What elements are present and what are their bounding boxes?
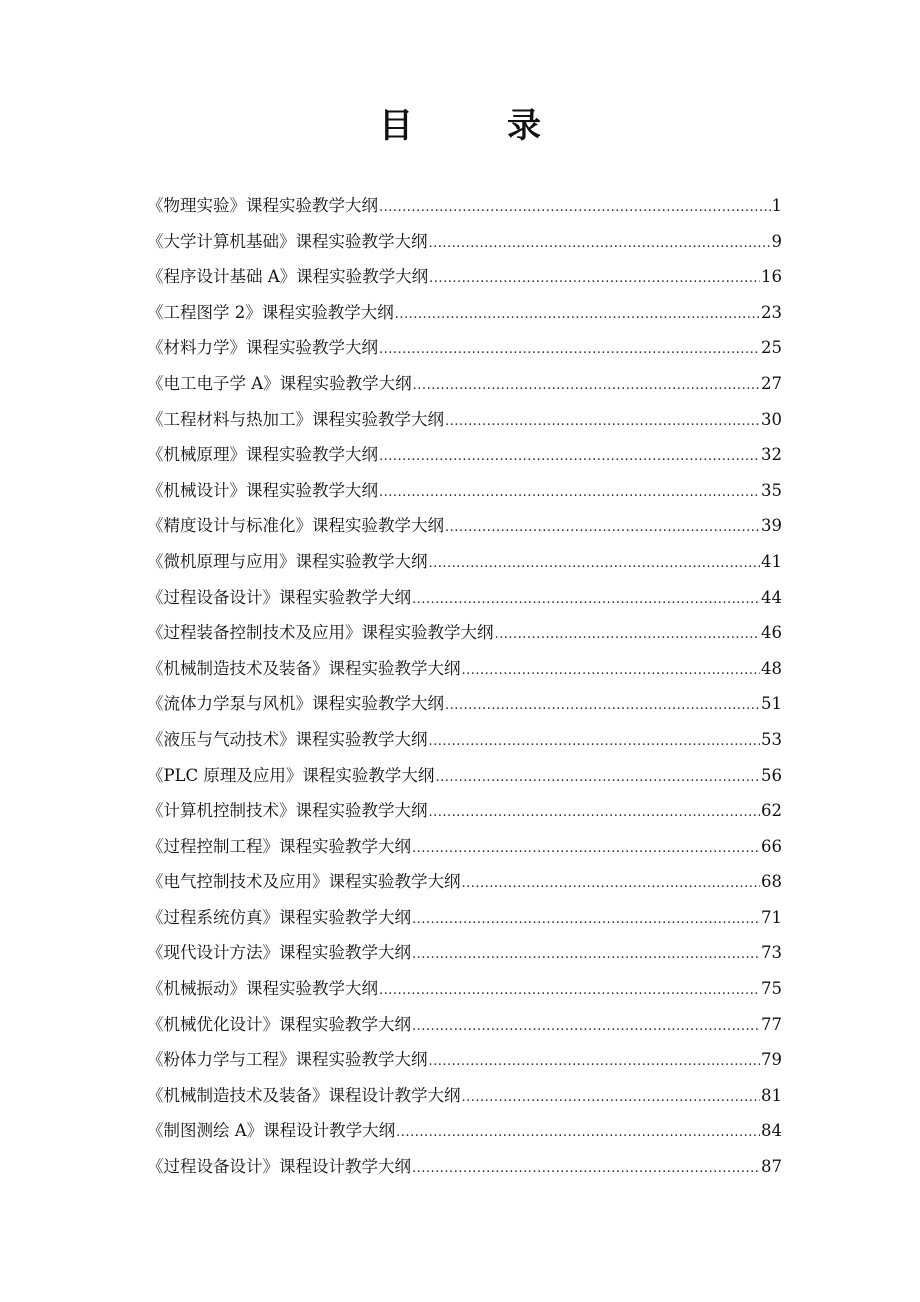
toc-entry[interactable]: [147, 758, 782, 794]
toc-entry-title: 《流体力学泵与风机》课程实验教学大纲: [147, 694, 444, 714]
toc-leader-dots: [429, 261, 760, 297]
toc-entry-page-number: 16: [761, 267, 782, 287]
toc-entry[interactable]: [147, 1113, 782, 1149]
toc-entry-title: 《过程装备控制技术及应用》课程实验教学大纲: [147, 623, 494, 643]
toc-entry[interactable]: [147, 366, 782, 402]
toc-entry-title: 《机械制造技术及装备》课程设计教学大纲: [147, 1085, 461, 1105]
toc-entry[interactable]: [147, 295, 782, 331]
toc-entry-page-number: 77: [761, 1014, 782, 1034]
toc-entry-page-number: 53: [761, 729, 782, 749]
toc-entry-title: 《机械优化设计》课程实验教学大纲: [147, 1014, 411, 1034]
toc-entry-title: 《电气控制技术及应用》课程实验教学大纲: [147, 872, 461, 892]
toc-entry-page-number: 41: [761, 551, 782, 571]
toc-entry-page-number: 56: [761, 765, 782, 785]
toc-entry-page-number: 48: [761, 658, 782, 678]
toc-leader-dots: [445, 510, 760, 546]
toc-entry-title: 《过程设备设计》课程设计教学大纲: [147, 1157, 411, 1177]
page-title: 目 录: [379, 106, 571, 146]
toc-entry[interactable]: [147, 580, 782, 616]
toc-entry-title: 《过程控制工程》课程实验教学大纲: [147, 836, 411, 856]
toc-leader-dots: [412, 902, 760, 938]
toc-entry-title: 《工程材料与热加工》课程实验教学大纲: [147, 409, 444, 429]
toc-entry-title: 《粉体力学与工程》课程实验教学大纲: [147, 1050, 428, 1070]
toc-entry-page-number: 44: [761, 587, 782, 607]
toc-entry[interactable]: [147, 544, 782, 580]
toc-leader-dots: [379, 190, 771, 226]
toc-leader-dots: [429, 1044, 761, 1080]
toc-entry[interactable]: [147, 259, 782, 295]
toc-entry[interactable]: [147, 900, 782, 936]
toc-leader-dots: [379, 332, 760, 368]
toc-entry-title: 《物理实验》课程实验教学大纲: [147, 196, 378, 215]
toc-entry-page-number: 84: [761, 1121, 782, 1141]
table-of-contents: [147, 188, 782, 1185]
toc-entry[interactable]: [147, 651, 782, 687]
toc-entry[interactable]: [147, 864, 782, 900]
toc-leader-dots: [379, 439, 760, 475]
toc-entry-page-number: 32: [761, 445, 782, 465]
toc-entry-page-number: 46: [761, 623, 782, 643]
toc-entry-title: 《计算机控制技术》课程实验教学大纲: [147, 801, 428, 821]
toc-entry[interactable]: [147, 1007, 782, 1043]
toc-leader-dots: [435, 760, 760, 796]
toc-entry-page-number: 27: [761, 373, 782, 393]
toc-entry-title: 《机械设计》课程实验教学大纲: [147, 480, 378, 500]
toc-entry[interactable]: [147, 829, 782, 865]
toc-entry[interactable]: [147, 473, 782, 509]
toc-leader-dots: [379, 973, 760, 1009]
toc-leader-dots: [429, 546, 761, 582]
toc-leader-dots: [395, 297, 760, 333]
toc-leader-dots: [413, 368, 760, 404]
toc-entry[interactable]: [147, 224, 782, 260]
toc-entry[interactable]: [147, 1078, 782, 1114]
toc-entry[interactable]: [147, 402, 782, 438]
toc-entry[interactable]: [147, 615, 782, 651]
toc-entry-title: 《大学计算机基础》课程实验教学大纲: [147, 231, 428, 251]
toc-entry[interactable]: [147, 330, 782, 366]
toc-leader-dots: [412, 831, 760, 867]
toc-leader-dots: [412, 1009, 760, 1045]
toc-leader-dots: [429, 226, 771, 262]
toc-entry[interactable]: [147, 971, 782, 1007]
toc-leader-dots: [462, 653, 761, 689]
toc-leader-dots: [396, 1115, 760, 1151]
toc-leader-dots: [462, 866, 761, 902]
toc-leader-dots: [445, 404, 760, 440]
toc-entry-title: 《过程系统仿真》课程实验教学大纲: [147, 907, 411, 927]
toc-entry-title: 《机械制造技术及装备》课程实验教学大纲: [147, 658, 461, 678]
toc-entry-page-number: 25: [761, 338, 782, 358]
toc-entry-page-number: 62: [761, 801, 782, 821]
toc-entry-page-number: 66: [761, 836, 782, 856]
toc-entry-title: 《过程设备设计》课程实验教学大纲: [147, 587, 411, 607]
toc-entry[interactable]: [147, 1042, 782, 1078]
toc-entry[interactable]: [147, 437, 782, 473]
toc-entry-title: 《制图测绘 A》课程设计教学大纲: [147, 1121, 396, 1141]
toc-entry[interactable]: [147, 188, 782, 224]
toc-leader-dots: [429, 795, 761, 831]
toc-entry-title: 《液压与气动技术》课程实验教学大纲: [147, 729, 428, 749]
toc-entry-page-number: 39: [761, 516, 782, 536]
toc-entry-page-number: 87: [761, 1157, 782, 1177]
toc-leader-dots: [379, 475, 760, 511]
toc-entry-title: 《PLC 原理及应用》课程实验教学大纲: [147, 765, 435, 785]
toc-leader-dots: [429, 724, 761, 760]
toc-entry-page-number: 71: [761, 907, 782, 927]
toc-entry[interactable]: [147, 1149, 782, 1185]
toc-entry-page-number: 68: [761, 872, 782, 892]
toc-entry-title: 《工程图学 2》课程实验教学大纲: [147, 302, 394, 322]
toc-entry[interactable]: [147, 793, 782, 829]
toc-entry-page-number: 75: [761, 979, 782, 999]
toc-leader-dots: [445, 688, 760, 724]
toc-entry-page-number: 51: [761, 694, 782, 714]
toc-leader-dots: [412, 1151, 760, 1187]
toc-entry-title: 《微机原理与应用》课程实验教学大纲: [147, 551, 428, 571]
toc-entry[interactable]: [147, 508, 782, 544]
toc-entry-title: 《现代设计方法》课程实验教学大纲: [147, 943, 411, 963]
toc-leader-dots: [412, 582, 760, 618]
toc-entry-title: 《电工电子学 A》课程实验教学大纲: [147, 373, 412, 393]
toc-leader-dots: [462, 1080, 761, 1116]
toc-leader-dots: [412, 937, 760, 973]
toc-entry-title: 《材料力学》课程实验教学大纲: [147, 338, 378, 358]
toc-entry-page-number: 73: [761, 943, 782, 963]
toc-entry[interactable]: [147, 722, 782, 758]
toc-entry-page-number: 79: [761, 1050, 782, 1070]
toc-entry-title: 《程序设计基础 A》课程实验教学大纲: [147, 267, 429, 287]
toc-entry-page-number: 1: [771, 196, 782, 215]
toc-entry-title: 《机械振动》课程实验教学大纲: [147, 979, 378, 999]
toc-entry-page-number: 30: [761, 409, 782, 429]
toc-entry[interactable]: [147, 935, 782, 971]
toc-leader-dots: [495, 617, 761, 653]
toc-entry-page-number: 9: [771, 231, 782, 251]
toc-entry-page-number: 23: [761, 302, 782, 322]
toc-entry[interactable]: [147, 686, 782, 722]
toc-entry-title: 《机械原理》课程实验教学大纲: [147, 445, 378, 465]
toc-entry-page-number: 35: [761, 480, 782, 500]
toc-entry-title: 《精度设计与标准化》课程实验教学大纲: [147, 516, 444, 536]
toc-entry-page-number: 81: [761, 1085, 782, 1105]
